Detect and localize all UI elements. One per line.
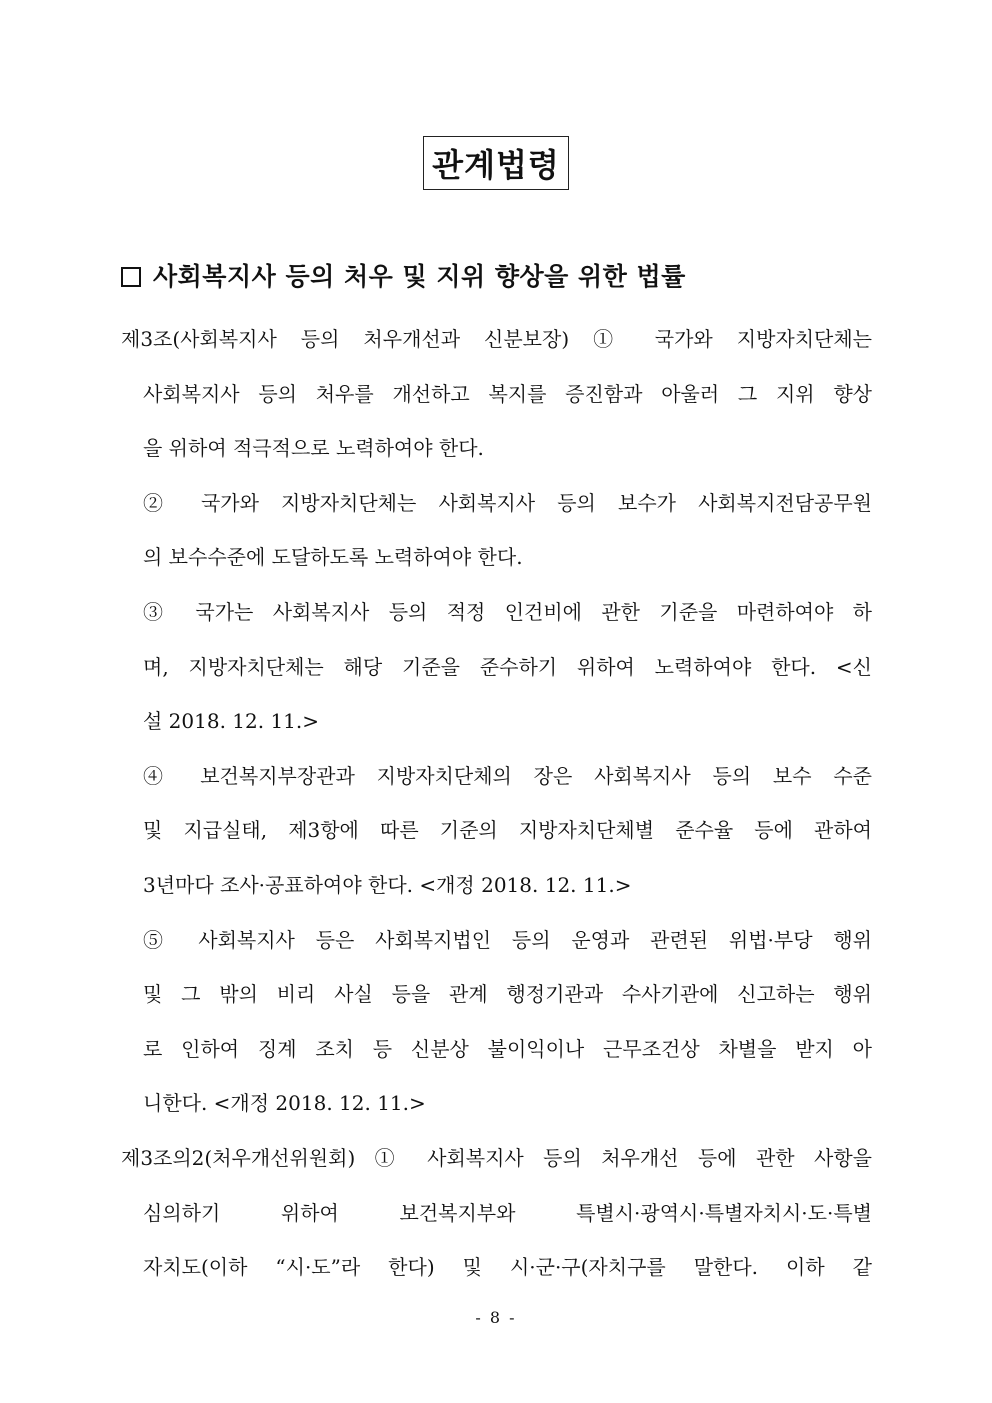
text-line: 사회복지사 등의 처우를 개선하고 복지를 증진함과 아울러 그 지위 향상 — [143, 381, 872, 406]
checkbox-square-icon — [121, 267, 141, 287]
section-heading-text: 사회복지사 등의 처우 및 지위 향상을 위한 법률 — [153, 262, 686, 291]
article-3-heading-line: 제3조(사회복지사 등의 처우개선과 신분보장) ① 국가와 지방자치단체는 — [121, 327, 872, 351]
section-heading — [121, 257, 686, 293]
text-line: 의 보수수준에 도달하도록 노력하여야 한다. — [143, 545, 523, 570]
paragraph-4-line: ④ 보건복지부장관과 지방자치단체의 장은 사회복지사 등의 보수 수준 — [143, 763, 872, 788]
law-body — [121, 312, 872, 1295]
text-line: 며, 지방자치단체는 해당 기준을 준수하기 위하여 노력하여야 한다. <신 — [143, 654, 872, 679]
article-3-2-heading-line: 제3조의2(처우개선위원회) ① 사회복지사 등의 처우개선 등에 관한 사항을 — [121, 1145, 872, 1170]
text-line: 및 그 밖의 비리 사실 등을 관계 행정기관과 수사기관에 신고하는 행위 — [143, 982, 872, 1007]
page-number: - 8 - — [475, 1308, 517, 1327]
paragraph-5-line: ⑤ 사회복지사 등은 사회복지법인 등의 운영과 관련된 위법·부당 행위 — [143, 927, 872, 952]
text-line: 자치도(이하 “시·도”라 한다) 및 시·군·구(자치구를 말한다. 이하 같 — [143, 1255, 872, 1280]
text-line: 을 위하여 적극적으로 노력하여야 한다. — [143, 436, 484, 461]
text-line: 심의하기 위하여 보건복지부와 특별시·광역시·특별자치시·도·특별 — [143, 1200, 872, 1225]
text-line: 설 2018. 12. 11.> — [143, 709, 320, 734]
paragraph-3-line: ③ 국가는 사회복지사 등의 적정 인건비에 관한 기준을 마련하여야 하 — [143, 599, 872, 624]
text-line: 로 인하여 징계 조치 등 신분상 불이익이나 근무조건상 차별을 받지 아 — [143, 1036, 872, 1061]
page-title: 관계법령 — [423, 136, 569, 190]
paragraph-2-line: ② 국가와 지방자치단체는 사회복지사 등의 보수가 사회복지전담공무원 — [143, 490, 872, 515]
text-line: 및 지급실태, 제3항에 따른 기준의 지방자치단체별 준수율 등에 관하여 — [143, 818, 872, 843]
text-line: 니한다. <개정 2018. 12. 11.> — [143, 1091, 426, 1116]
text-line: 3년마다 조사·공표하여야 한다. <개정 2018. 12. 11.> — [143, 872, 632, 897]
